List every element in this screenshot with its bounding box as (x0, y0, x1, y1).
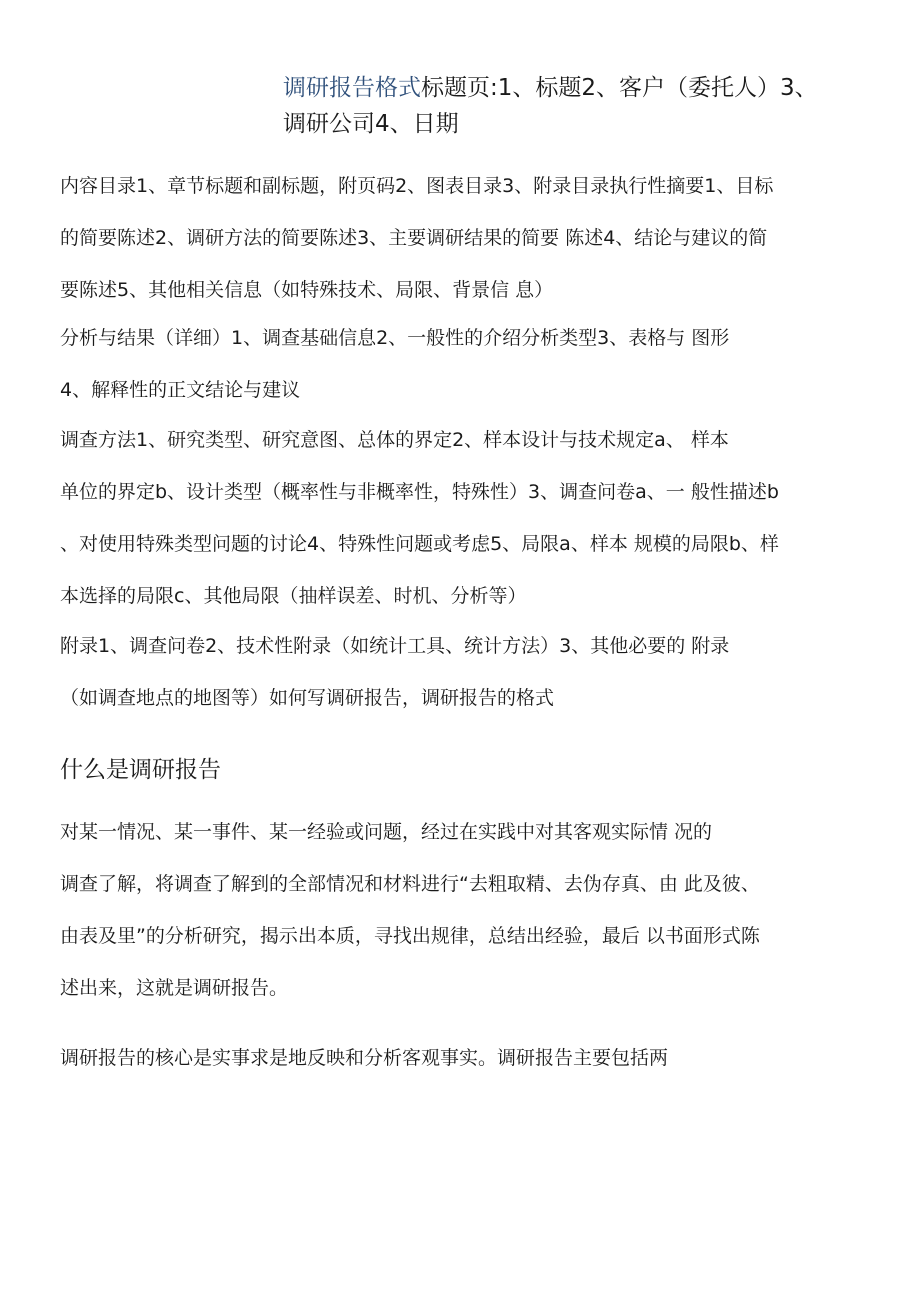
core-paragraph (60, 1032, 860, 1084)
section-heading: 什么是调研报告 (60, 757, 221, 783)
definition-line: 对某一情况、某一事件、某一经验或问题，经过在实践中对其客观实际情 况的 (60, 821, 713, 843)
title-accent-text: 调研报告格式 (283, 75, 421, 101)
analysis-paragraph (60, 312, 860, 416)
core-line: 调研报告的核心是实事求是地反映和分析客观事实。调研报告主要包括两 (60, 1047, 669, 1069)
method-paragraph (60, 414, 860, 622)
method-line: 、对使用特殊类型问题的讨论4、特殊性问题或考虑5、局限a、样本 规模的局限b、样 (60, 533, 779, 555)
definition-line: 由表及里”的分析研究，揭示出本质，寻找出规律，总结出经验，最后 以书面形式陈 (60, 925, 760, 947)
analysis-line: 分析与结果（详细）1、调查基础信息2、一般性的介绍分析类型3、表格与 图形 (60, 327, 730, 349)
appendix-paragraph (60, 620, 860, 724)
analysis-line: 4、解释性的正文结论与建议 (60, 379, 301, 401)
definition-paragraph (60, 806, 860, 1014)
contents-line: 内容目录1、章节标题和副标题，附页码2、图表目录3、附录目录执行性摘要1、目标 (60, 175, 774, 197)
method-line: 本选择的局限c、其他局限（抽样误差、时机、分析等） (60, 585, 527, 607)
appendix-line: 附录1、调查问卷2、技术性附录（如统计工具、统计方法）3、其他必要的 附录 (60, 635, 730, 657)
definition-line: 调查了解，将调查了解到的全部情况和材料进行“去粗取精、去伪存真、由 此及彼、 (60, 873, 760, 895)
title-line-2: 调研公司4、日期 (283, 111, 459, 137)
title-line-1 (283, 70, 883, 106)
title-line-1-text: 标题页:1、标题2、客户（委托人）3、 (421, 75, 818, 101)
document-title (283, 70, 883, 142)
definition-line: 述出来，这就是调研报告。 (60, 977, 289, 999)
contents-line: 的简要陈述2、调研方法的简要陈述3、主要调研结果的简要 陈述4、结论与建议的简 (60, 227, 768, 249)
contents-paragraph (60, 160, 860, 316)
method-line: 调查方法1、研究类型、研究意图、总体的界定2、样本设计与技术规定a、 样本 (60, 429, 729, 451)
method-line: 单位的界定b、设计类型（概率性与非概率性，特殊性）3、调查问卷a、一 般性描述b (60, 481, 779, 503)
contents-line: 要陈述5、其他相关信息（如特殊技术、局限、背景信 息） (60, 279, 554, 301)
appendix-line: （如调查地点的地图等）如何写调研报告，调研报告的格式 (60, 687, 555, 709)
